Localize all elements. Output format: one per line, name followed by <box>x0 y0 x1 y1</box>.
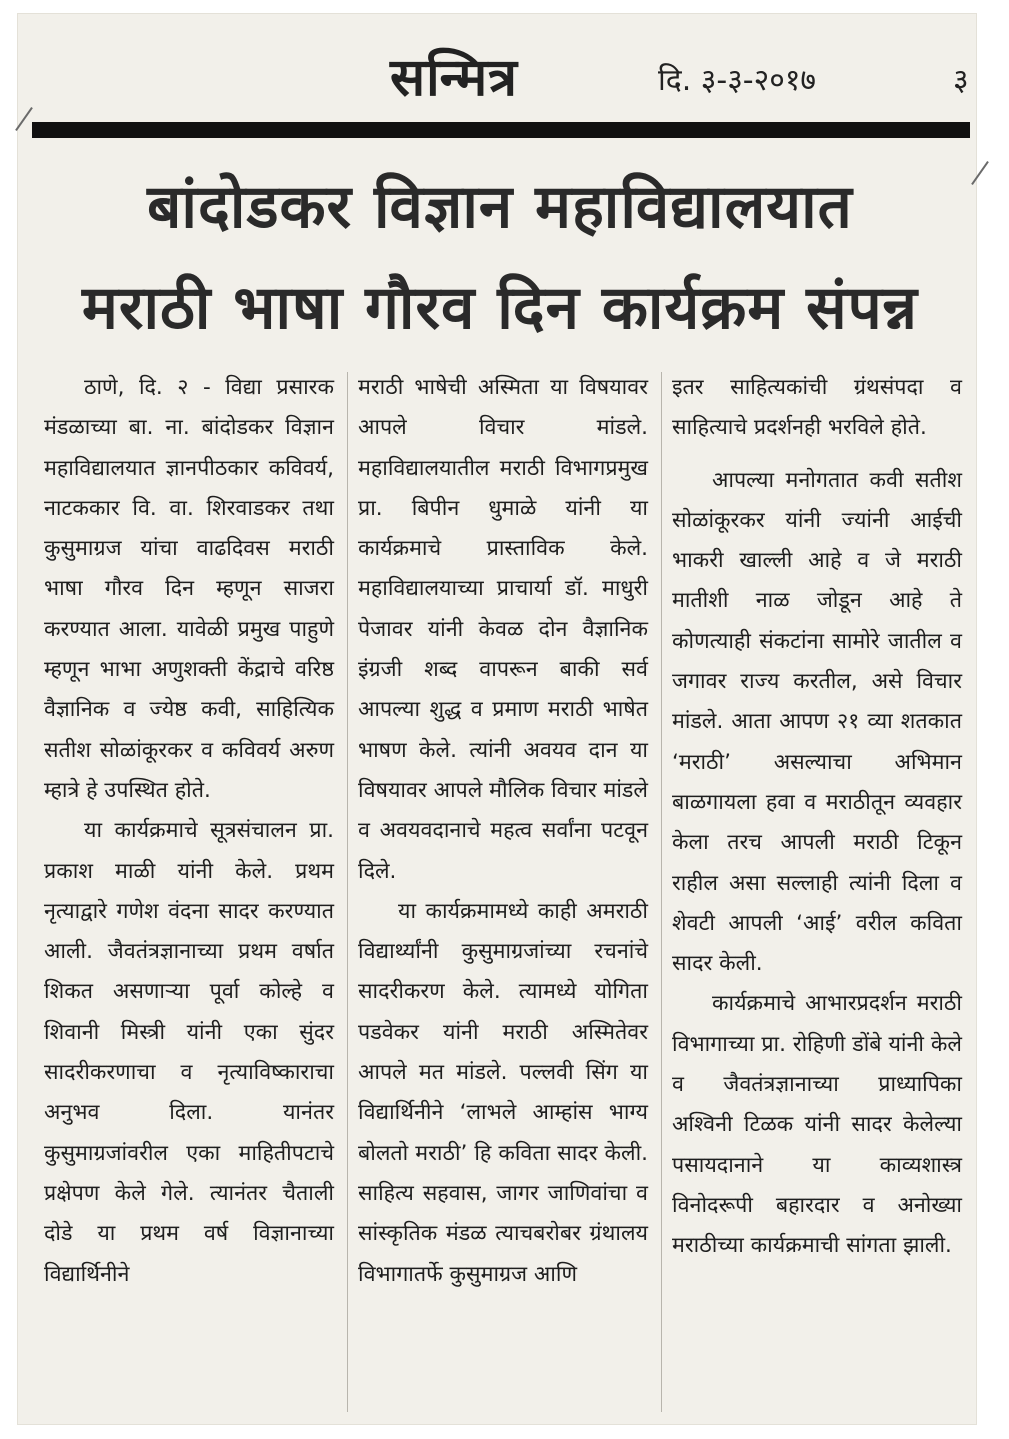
paragraph: या कार्यक्रमामध्ये काही अमराठी विद्यार्थ्यांनी कुसुमाग्रजांच्या रचनांचे सादरीकरण केले. त्यामध्ये योगिता पडवेकर यांनी मराठी अस्मितेवर आपले मत मांडले. पल्लवी सिंग या विद्यार्थिनीने ‘लाभले आम्हांस भाग्य बोलतो मराठी’ हि कविता सादर केली. साहित्य सहवास, जागर जाणिवांचा व सांस्कृतिक मंडळ त्याचबरोबर ग्रंथालय विभागातर्फे कुसुमाग्रज आणि <box>358 898 648 1287</box>
newspaper-name: सन्मित्र <box>390 47 518 108</box>
article-column-2 <box>358 368 648 1295</box>
publication-date: दि. ३-३-२०१७ <box>658 63 817 98</box>
paragraph: ठाणे, दि. २ - विद्या प्रसारक मंडळाच्या बा. ना. बांदोडकर विज्ञान महाविद्यालयात ज्ञानपीठकार कविवर्य, नाटककार वि. वा. शिरवाडकर तथा कुसुमाग्रज यांचा वाढदिवस मराठी भाषा गौरव दिन म्हणून साजरा करण्यात आला. यावेळी प्रमुख पाहुणे म्हणून भाभा अणुशक्ती केंद्राचे वरिष्ठ वैज्ञानिक व ज्येष्ठ कवी, साहित्यिक सतीश सोळांकूरकर व कविवर्य अरुण म्हात्रे हे उपस्थित होते. <box>44 375 334 803</box>
paragraph: मराठी भाषेची अस्मिता या विषयावर आपले विचार मांडले. महाविद्यालयातील मराठी विभागप्रमुख प्रा. बिपीन धुमाळे यांनी या कार्यक्रमाचे प्रास्ताविक केले. महाविद्यालयाच्या प्राचार्या डॉ. माधुरी पेजावर यांनी केवळ दोन वैज्ञानिक इंग्रजी शब्द वापरून बाकी सर्व आपल्या शुद्ध व प्रमाण मराठी भाषेत भाषण केले. त्यांनी अवयव दान या विषयावर आपले मौलिक विचार मांडले व अवयवदानाचे महत्व सर्वांना पटवून दिले. <box>358 375 648 884</box>
article-column-3 <box>672 368 962 1267</box>
column-divider <box>661 372 662 1412</box>
masthead <box>18 14 976 124</box>
headline-line-2: मराठी भाषा गौरव दिन कार्यक्रम संपन्न <box>82 273 918 343</box>
page-number: ३ <box>953 63 969 98</box>
paragraph: कार्यक्रमाचे आभारप्रदर्शन मराठी विभागाच्या प्रा. रोहिणी डोंबे यांनी केले व जैवतंत्रज्ञानाच्या प्राध्यापिका अश्विनी टिळक यांनी सादर केलेल्या पसायदानाने या काव्यशास्त्र विनोदरूपी बहारदार व अनोख्या मराठीच्या कार्यक्रमाची सांगता झाली. <box>672 991 962 1259</box>
article-column-1 <box>44 368 334 1295</box>
paragraph: इतर साहित्यकांची ग्रंथसंपदा व साहित्याचे प्रदर्शनही भरविले होते. <box>672 375 962 441</box>
masthead-rule <box>32 122 970 138</box>
paragraph: आपल्या मनोगतात कवी सतीश सोळांकूरकर यांनी ज्यांनी आईची भाकरी खाल्ली आहे व जे मराठी मातीशी नाळ जोडून आहे ते कोणत्याही संकटांना सामोरे जातील व जगावर राज्य करतील, असे विचार मांडले. आता आपण २१ व्या शतकात ‘मराठी’ असल्याचा अभिमान बाळगायला हवा व मराठीतून व्यवहार केला तरच आपली मराठी टिकून राहील असा सल्लाही त्यांनी दिला व शेवटी आपली ‘आई’ वरील कविता सादर केली. <box>672 467 962 977</box>
headline-line-1: बांदोडकर विज्ञान महाविद्यालयात <box>147 172 853 242</box>
paragraph: या कार्यक्रमाचे सूत्रसंचालन प्रा. प्रकाश माळी यांनी केले. प्रथम नृत्याद्वारे गणेश वंदना सादर करण्यात आली. जैवतंत्रज्ञानाच्या प्रथम वर्षात शिकत असणाऱ्या पूर्वा कोल्हे व शिवानी मिस्त्री यांनी एका सुंदर सादरीकरणाचा व नृत्याविष्काराचा अनुभव दिला. यानंतर कुसुमाग्रजांवरील एका माहितीपटाचे प्रक्षेपण केले गेले. त्यानंतर चैताली दोडे या प्रथम वर्ष विज्ञानाच्या विद्यार्थिनीने <box>44 818 334 1287</box>
column-divider <box>347 372 348 1412</box>
